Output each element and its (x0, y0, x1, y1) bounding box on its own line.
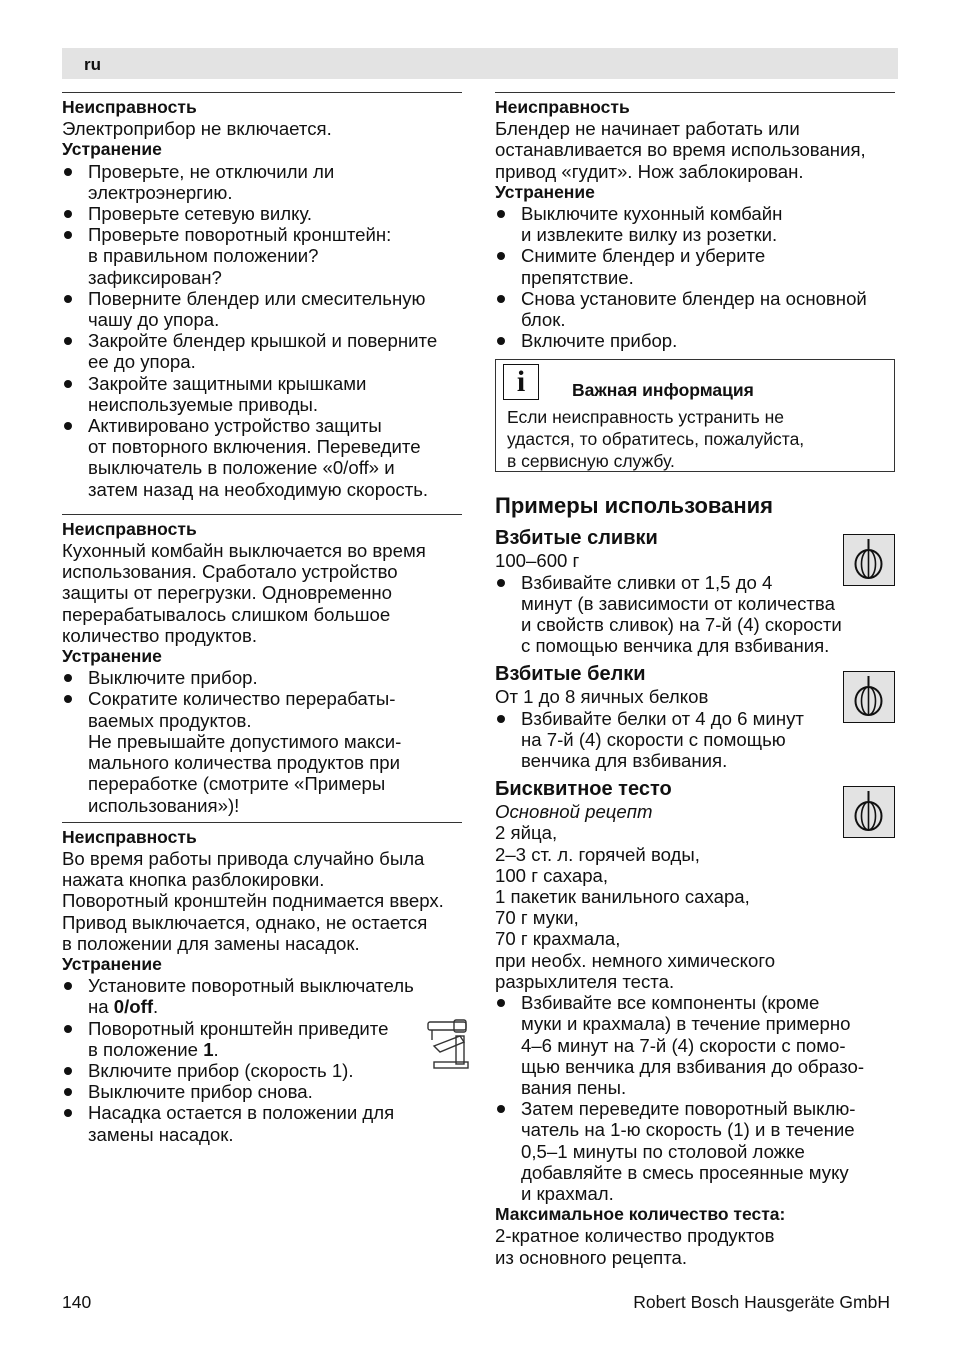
fix-list (62, 975, 462, 1145)
info-title: Важная информация (572, 380, 754, 401)
right-column (495, 92, 895, 1268)
list-item: Снова установите блендер на основной блок. (495, 288, 895, 330)
troubleshoot-section-3 (62, 822, 462, 1145)
ingredient-list: 2 яйца, 2–3 ст. л. горячей воды, 100 г сахара, 1 пакетик ванильного сахара, 70 г муки, 70 г крахмала, при необх. немного химического разрыхлителя теста. (495, 822, 776, 992)
fix-label: Устранение (495, 181, 595, 202)
problem-label: Неисправность (495, 97, 630, 117)
problem-text: Электроприбор не включается. (62, 118, 332, 140)
recipe-whipped-cream (495, 526, 895, 656)
recipe-steps (495, 708, 895, 772)
page-number: 140 (62, 1292, 92, 1312)
problem-label: Неисправность (62, 518, 197, 539)
list-item: Включите прибор (скорость 1). (62, 1060, 462, 1081)
fix-list (62, 667, 462, 815)
problem-text: Во время работы привода случайно была нажата кнопка разблокировки. Поворотный кронштейн поднимается вверх. Привод выключается, однако, не остается в положении для замены насадок. (62, 847, 444, 954)
list-item: Проверьте сетевую вилку. (62, 203, 462, 224)
problem-text: Блендер не начинает работать или останавливается во время использования, привод «гудит». Нож заблокирован. (495, 118, 866, 182)
fix-label: Устранение (62, 953, 162, 974)
info-icon: i (503, 364, 539, 400)
list-item: Взбивайте белки от 4 до 6 минут на 7-й (4) скорости с помощью венчика для взбивания. (495, 708, 895, 772)
list-item: Установите поворотный выключатель на 0/off. (62, 975, 462, 1017)
problem-label: Неисправность (62, 826, 197, 847)
fix-label: Устранение (62, 646, 162, 667)
language-bar (62, 48, 898, 79)
list-item: Закройте защитными крышками неиспользуемые приводы. (62, 373, 462, 415)
list-item: Взбивайте все компоненты (кроме муки и крахмала) в течение примерно 4–6 минут на 7-й (4) скорости с помо- щью венчика для взбивания до образо- вания пены. (495, 992, 895, 1098)
company-name: Robert Bosch Hausgeräte GmbH (633, 1292, 890, 1312)
list-item: Снимите блендер и уберите препятствие. (495, 245, 895, 287)
problem-label: Неисправность (62, 97, 197, 117)
examples-heading: Примеры использования (495, 493, 774, 519)
left-column (62, 92, 462, 1145)
recipe-title: Взбитые белки (495, 663, 646, 686)
recipe-steps (495, 992, 895, 1204)
list-item: Затем переведите поворотный выклю- чатель на 1-ю скорость (1) и в течение 0,5–1 минуты по столовой ложке добавляйте в смесь просеянные муку и крахмал. (495, 1098, 895, 1204)
recipe-sponge-cake (495, 777, 895, 1267)
list-item: Закройте блендер крышкой и поверните ее до упора. (62, 330, 462, 372)
list-item: Поверните блендер или смесительную чашу до упора. (62, 288, 462, 330)
recipe-egg-whites (495, 662, 895, 771)
important-info-box (495, 359, 895, 472)
fix-list (495, 203, 895, 351)
max-amount-text: 2-кратное количество продуктов из основного рецепта. (495, 1225, 775, 1268)
troubleshoot-section-2 (62, 514, 462, 816)
list-item: Выключите прибор. (62, 667, 462, 688)
list-item: Активировано устройство защиты от повторного включения. Переведите выключатель в положение «0/off» и затем назад на необходимую скорость. (62, 415, 462, 500)
info-text: Если неисправность устранить не удастся, то обратитесь, пожалуйста, в сервисную службу. (507, 407, 805, 471)
list-item: Выключите кухонный комбайн и извлеките вилку из розетки. (495, 203, 895, 245)
fix-list (62, 161, 462, 500)
list-item: Проверьте поворотный кронштейн: в правильном положении? зафиксирован? (62, 224, 462, 288)
max-amount-label: Максимальное количество теста: (495, 1204, 786, 1225)
list-item: Сократите количество перерабаты- ваемых продуктов. Не превышайте допустимого макси- мального количества продуктов при переработке (смотрите «Примеры использования»)! (62, 688, 462, 815)
whisk-icon (843, 786, 895, 838)
recipe-amount: От 1 до 8 яичных белков (495, 686, 709, 708)
recipe-title: Бисквитное тесто (495, 778, 672, 801)
list-item: Взбивайте сливки от 1,5 до 4 минут (в зависимости от количества и свойств сливок) на 7-й (4) скорости с помощью венчика для взбивания. (495, 572, 895, 657)
recipe-steps (495, 572, 895, 657)
fix-label: Устранение (62, 139, 162, 160)
troubleshoot-section-1 (62, 92, 462, 500)
list-item: Поворотный кронштейн приведите в положение 1. (62, 1018, 462, 1060)
recipe-subtitle: Основной рецепт (495, 801, 653, 823)
list-item: Включите прибор. (495, 330, 895, 351)
list-item: Насадка остается в положении для замены насадок. (62, 1102, 462, 1144)
problem-text: Кухонный комбайн выключается во время использования. Сработало устройство защиты от перегрузки. Одновременно перерабатывалось слишком большое количество продуктов. (62, 540, 426, 646)
recipe-title: Взбитые сливки (495, 527, 658, 550)
troubleshoot-section-4 (495, 92, 895, 351)
language-code: ru (84, 55, 101, 74)
list-item: Выключите прибор снова. (62, 1081, 462, 1102)
recipe-amount: 100–600 г (495, 550, 580, 572)
list-item: Проверьте, не отключили ли электроэнергию. (62, 161, 462, 203)
